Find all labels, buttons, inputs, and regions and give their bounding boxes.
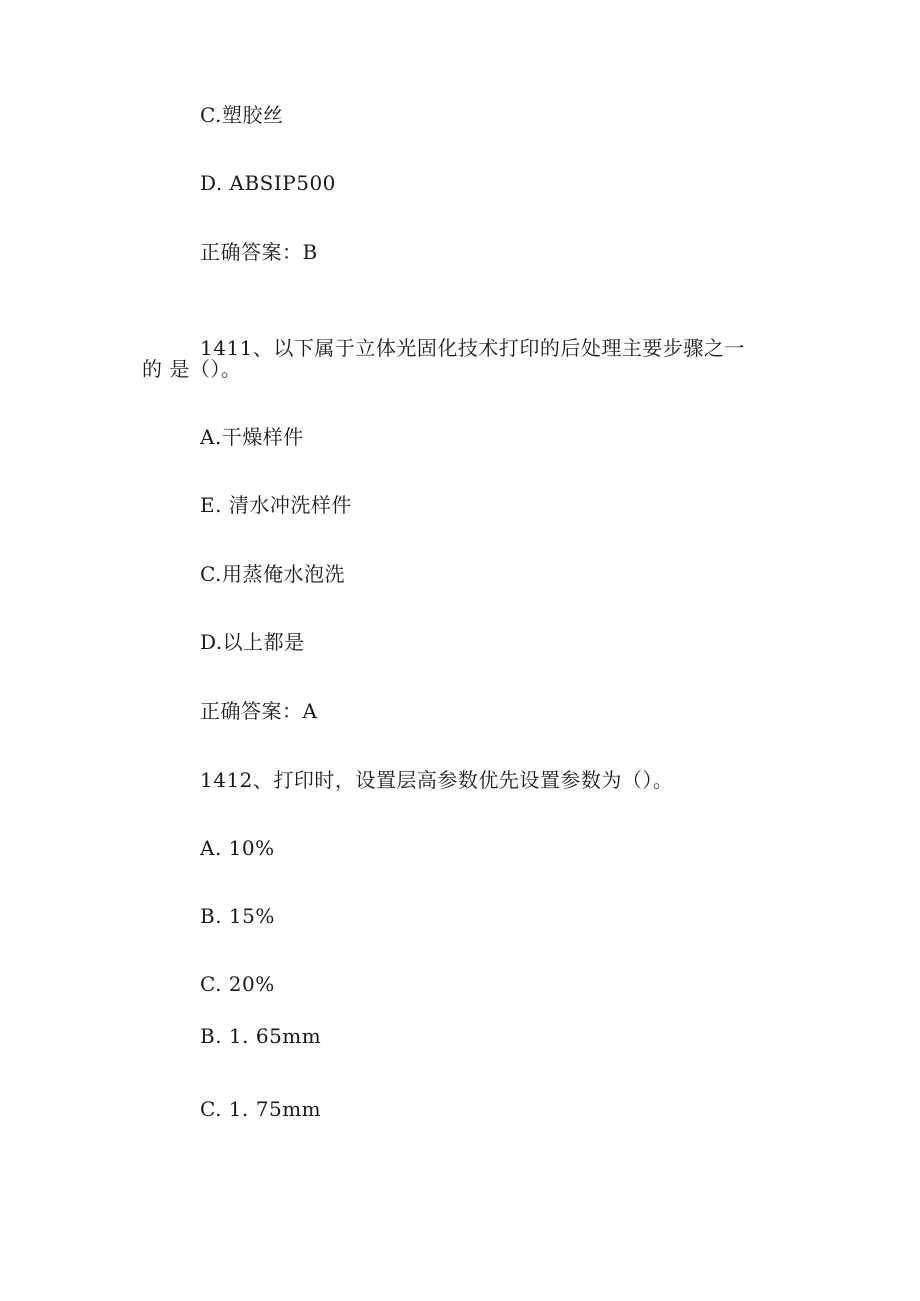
question-1411-option-d: D.以上都是 — [200, 630, 305, 654]
option-c-1-75mm: C. 1. 75mm — [200, 1097, 322, 1121]
question-1411-text: 1411、以下属于立体光固化技术打印的后处理主要步骤之一 — [200, 336, 745, 360]
option-c-plastic-filament: C.塑胶丝 — [200, 103, 284, 127]
question-1411-option-c: C.用蒸俺水泡洗 — [200, 562, 345, 586]
question-1411-option-a: A.干燥样件 — [200, 425, 304, 449]
question-1412-option-b: B. 15% — [200, 904, 275, 928]
question-1411-option-b: E. 清水冲洗样件 — [200, 493, 352, 517]
question-1412-option-c: C. 20% — [200, 972, 275, 996]
question-1411-correct-answer: 正确答案：A — [200, 699, 318, 723]
option-d-absip500: D. ABSIP500 — [200, 171, 336, 195]
correct-answer: 正确答案：B — [200, 240, 318, 264]
option-b-1-65mm: B. 1. 65mm — [200, 1024, 322, 1048]
question-1411-text-continued: 的 是（）。 — [142, 357, 242, 381]
question-1412-option-a: A. 10% — [200, 836, 275, 860]
question-1412-text: 1412、打印时，设置层高参数优先设置参数为（）。 — [200, 768, 674, 792]
